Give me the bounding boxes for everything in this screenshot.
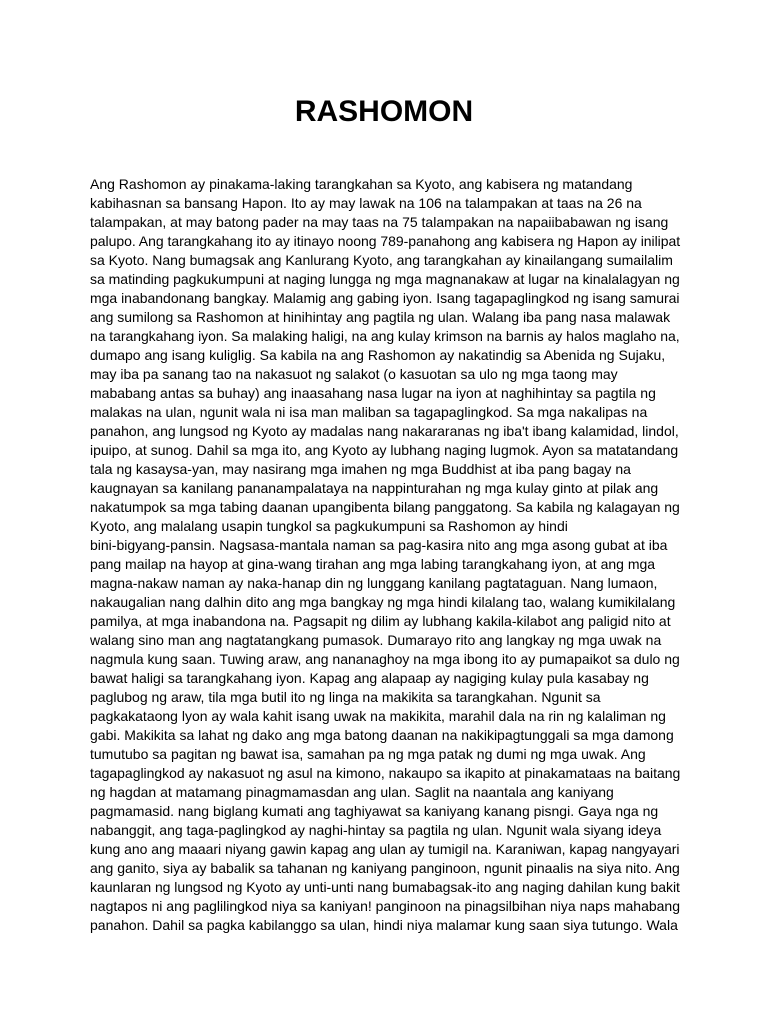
body-line: pagmamasid. nang biglang kumati ang taghiyawat sa kaniyang kanang pisngi. Gaya nga ng — [90, 803, 659, 819]
body-line: kung ano ang maaari niyang gawin kapag ang ulan ay tumigil na. Karaniwan, kapag nangyayari — [90, 841, 680, 857]
body-line: panahon. Dahil sa pagka kabilanggo sa ulan, hindi niya malamar kung saan siya tutungo. Wala — [90, 917, 678, 933]
body-line: paglubog ng araw, tila mga butil ito ng linga na makikita sa tarangkahan. Ngunit sa — [90, 689, 601, 705]
body-line: magna-nakaw naman ay naka-hanap din ng lunggang kanilang pagtataguan. Nang lumaon, — [90, 575, 658, 591]
body-line: tagapaglingkod ay nakasuot ng asul na kimono, nakaupo sa ikapito at pinakamataas na baitang — [90, 765, 681, 781]
body-line: mababang antas sa buhay) ang inaasahang nasa lugar na iyon at naghihintay sa pagtila ng — [90, 385, 656, 401]
body-line: nakaugalian nang dalhin dito ang mga bangkay ng mga hindi kilalang tao, walang kumikilalang — [90, 594, 676, 610]
body-line: ang sumilong sa Rashomon at hinihintay ang pagtila ng ulan. Walang iba pang nasa malawak — [90, 309, 671, 325]
body-line: Ang Rashomon ay pinakama-laking tarangkahan sa Kyoto, ang kabisera ng matandang — [90, 176, 633, 192]
body-line: ang ganito, siya ay babalik sa tahanan ng kaniyang panginoon, ngunit pinaalis na siya nito. Ang — [90, 860, 680, 876]
body-line: bawat haligi sa tarangkahang iyon. Kapag ang alapaap ay nagiging kulay pula kasabay ng — [90, 670, 649, 686]
body-line: tala ng kasaysa-yan, may nasirang mga imahen ng mga Buddhist at iba pang bagay na — [90, 461, 631, 477]
body-line: sa Kyoto. Nang bumagsak ang Kanlurang Kyoto, ang tarangkahan ay kinailangang sumailalim — [90, 252, 673, 268]
document-title: RASHOMON — [294, 95, 474, 128]
body-line: nagtapos ni ang paglilingkod niya sa kaniyan! panginoon na pinagsilbihan niya naps mahabang — [90, 898, 681, 914]
body-line: may iba pa sanang tao na nakasuot ng salakot (o kasuotan sa ulo ng mga taong may — [90, 366, 618, 382]
body-line: gabi. Makikita sa lahat ng dako ang mga batong daanan na nakikipagtunggali sa mga damong — [90, 727, 674, 743]
body-line: dumapo ang isang kuliglig. Sa kabila na ang Rashomon ay nakatindig sa Abenida ng Sujaku, — [90, 347, 666, 363]
body-line: bini-bigyang-pansin. Nagsasa-mantala naman sa pag-kasira nito ang mga asong gubat at iba — [90, 537, 668, 553]
body-line: ipuipo, at sunog. Dahil sa mga ito, ang Kyoto ay lubhang naging lugmok. Ayon sa matatandang — [90, 442, 679, 458]
body-line: pang mailap na hayop at gina-wang tirahan ang mga labing tarangkahang iyon, at ang mga — [90, 556, 656, 572]
body-line: palupo. Ang tarangkahang ito ay itinayo noong 789-panahong ang kabisera ng Hapon ay inilipat — [90, 233, 681, 249]
body-line: talampakan, at may batong pader na may taas na 75 talampakan na napaiibabawan ng isang — [90, 214, 669, 230]
body-line: pamilya, at mga inabandona na. Pagsapit ng dilim ay lubhang kakila-kilabot ang paligid nito at — [90, 613, 671, 629]
body-line: sa matinding pagkukumpuni at naging lungga ng mga magnanakaw at lugar na kinalalagyan ng — [90, 271, 680, 287]
body-line: Kyoto, ang malalang usapin tungkol sa pagkukumpuni sa Rashomon ay hindi — [90, 518, 568, 534]
body-line: walang sino man ang nagtatangkang pumasok. Dumarayo rito ang langkay ng mga uwak na — [90, 632, 662, 648]
body-line: panahon, ang lungsod ng Kyoto ay madalas nang nakararanas ng iba't ibang kalamidad, lindol, — [90, 423, 679, 439]
document-body — [90, 175, 680, 935]
body-line: pagkakataong lyon ay wala kahit isang uwak na makikita, marahil dala na rin ng kalaliman ng — [90, 708, 666, 724]
body-line: nakatumpok sa mga tabing daanan upangibenta bilang panggatong. Sa kabila ng kalagayan ng — [90, 499, 680, 515]
body-line: nabanggit, ang taga-paglingkod ay naghi-hintay sa pagtila ng ulan. Ngunit wala siyang ideya — [90, 822, 662, 838]
body-line: ng hagdan at matamang pinagmamasdan ang ulan. Saglit na naantala ang kaniyang — [90, 784, 614, 800]
body-line: kaunlaran ng lungsod ng Kyoto ay unti-unti nang bumabagsak-ito ang naging dahilan kung bakit — [90, 879, 680, 895]
body-line: nagmula kung saan. Tuwing araw, ang nananaghoy na mga ibong ito ay pumapaikot sa dulo ng — [90, 651, 680, 667]
body-line: na tarangkahang iyon. Sa malaking haligi, na ang kulay krimson na barnis ay halos maglaho na, — [90, 328, 680, 344]
body-line: mga inabandonang bangkay. Malamig ang gabing iyon. Isang tagapaglingkod ng isang samurai — [90, 290, 680, 306]
body-line: kabihasnan sa bansang Hapon. Ito ay may lawak na 106 na talampakan at taas na 26 na — [90, 195, 642, 211]
body-line: malakas na ulan, ngunit wala ni isa man maliban sa tagapaglingkod. Sa mga nakalipas na — [90, 404, 648, 420]
body-line: tumutubo sa pagitan ng bawat isa, samahan pa ng mga patak ng dumi ng mga uwak. Ang — [90, 746, 646, 762]
body-line: kaugnayan sa kanilang pananampalataya na nappinturahan ng mga kulay ginto at pilak ang — [90, 480, 659, 496]
